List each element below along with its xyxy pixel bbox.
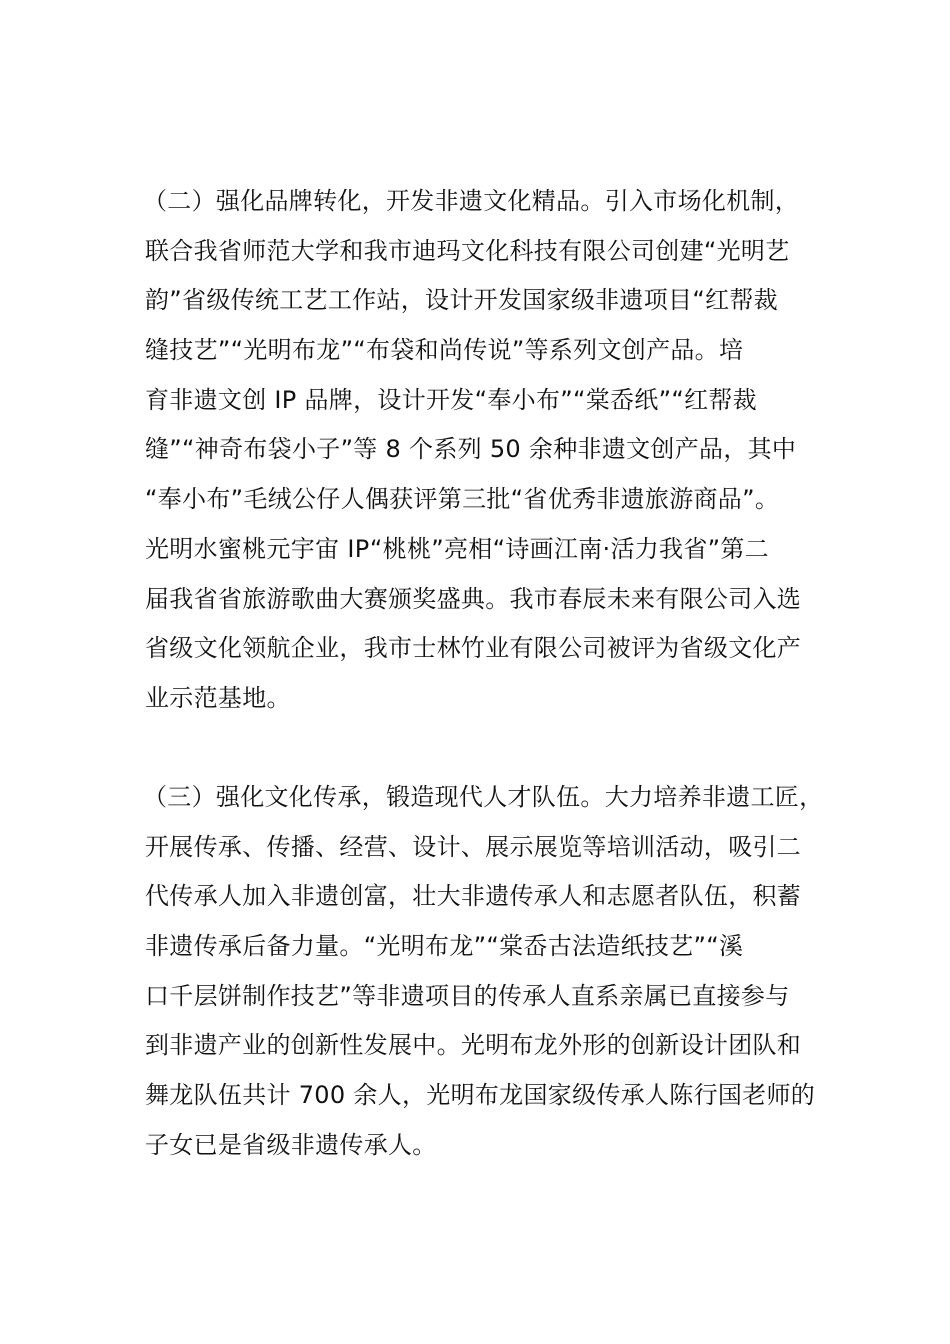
text-line: 届我省省旅游歌曲大赛颁奖盛典。我市春辰未来有限公司入选 [145, 584, 802, 613]
text-line: 开展传承、传播、经营、设计、展示展览等培训活动，吸引二 [145, 832, 802, 861]
text-line: 光明水蜜桃元宇宙 IP“桃桃”亮相“诗画江南·活力我省”第二 [145, 534, 769, 563]
text-line: 子女已是省级非遗传承人。 [145, 1130, 437, 1159]
text-line: 非遗传承后备力量。“光明布龙”“棠岙古法造纸技艺”“溪 [145, 932, 744, 961]
text-line: 联合我省师范大学和我市迪玛文化科技有限公司创建“光明艺 [145, 236, 790, 265]
text-line: 育非遗文创 IP 品牌，设计开发“奉小布”“棠岙纸”“红帮裁 [145, 385, 757, 414]
text-line: 代传承人加入非遗创富，壮大非遗传承人和志愿者队伍，积蓄 [145, 882, 802, 911]
text-line: “奉小布”毛绒公仔人偶获评第三批“省优秀非遗旅游商品”。 [145, 485, 780, 514]
text-line: 舞龙队伍共计 700 余人，光明布龙国家级传承人陈行国老师的 [145, 1081, 816, 1110]
text-line: 省级文化领航企业，我市士林竹业有限公司被评为省级文化产 [145, 634, 802, 663]
text-line: （二）强化品牌转化，开发非遗文化精品。引入市场化机制， [143, 187, 800, 215]
text-line: （三）强化文化传承，锻造现代人才队伍。大力培养非遗工匠， [143, 783, 824, 811]
paragraph-cultural-inheritance [145, 773, 825, 1171]
text-line: 到非遗产业的创新性发展中。光明布龙外形的创新设计团队和 [145, 1031, 802, 1060]
text-line: 业示范基地。 [145, 683, 291, 712]
paragraph-brand-transformation [145, 177, 825, 724]
text-line: 缝技艺”“光明布龙”“布袋和尚传说”等系列文创产品。培 [145, 336, 744, 365]
text-line: 口千层饼制作技艺”等非遗项目的传承人直系亲属已直接参与 [145, 981, 790, 1010]
text-line: 缝”“神奇布袋小子”等 8 个系列 50 余种非遗文创产品，其中 [145, 435, 797, 464]
text-line: 韵”省级传统工艺工作站，设计开发国家级非遗项目“红帮裁 [145, 286, 778, 315]
